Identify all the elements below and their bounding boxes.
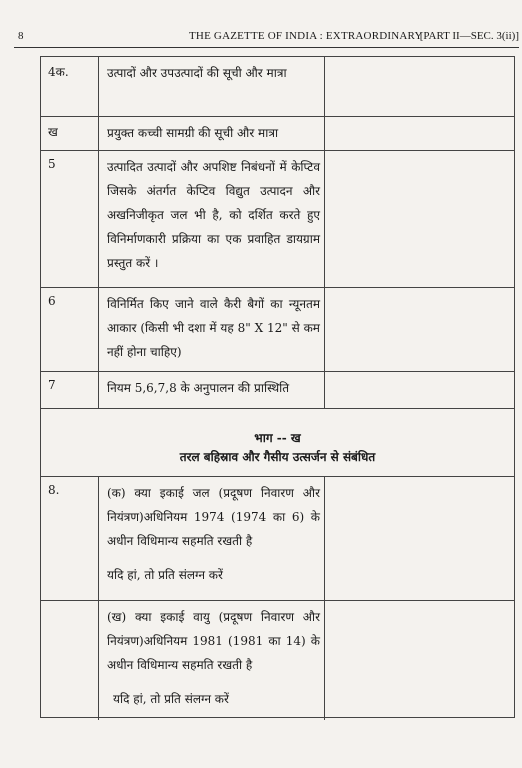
attach-note: यदि हां, तो प्रति संलग्न करें <box>113 692 229 706</box>
row-description <box>98 477 324 601</box>
table-row <box>41 150 514 288</box>
table-row <box>41 600 514 720</box>
page-number: 8 <box>18 30 24 42</box>
row-description: नियम 5,6,7,8 के अनुपालन की प्रास्थिति <box>98 372 324 409</box>
response-cell <box>324 117 514 151</box>
table-row <box>41 57 514 116</box>
gazette-header <box>14 30 519 48</box>
row-number: 8. <box>48 483 60 497</box>
row-description: उत्पादित उत्पादों और अपशिष्ट निबंधनों में केप्टिव जिसके अंतर्गत केप्टिव विद्युत उत्पादन और अखनिजीकृत जल भी है, को दर्शित करते हुए विनिर्माणकारी प्रक्रिया का एक प्रवाहित डायग्राम प्रस्तुत करें । <box>98 151 324 288</box>
question-air-act: (ख) क्या इकाई वायु (प्रदूषण निवारण और नियंत्रण)अधिनियम 1981 (1981 का 14) के अधीन विधिमान्य सहमति रखती है <box>107 610 320 672</box>
section-subtitle: तरल बहिस्राव और गैसीय उत्सर्जन से संबंधित <box>179 450 376 464</box>
gazette-title: THE GAZETTE OF INDIA : EXTRAORDINARY <box>189 30 423 42</box>
row-number: ख <box>48 125 58 139</box>
row-number: 6 <box>48 294 56 308</box>
table-row <box>41 371 514 409</box>
row-number: 5 <box>48 157 56 171</box>
row-description: विनिर्मित किए जाने वाले कैरी बैगों का न्यूनतम आकार (किसी भी दशा में यह 8" X 12" से कम नहीं होना चाहिए) <box>98 288 324 372</box>
section-title: भाग -- ख <box>254 431 301 445</box>
row-number-empty <box>41 601 98 720</box>
response-cell <box>324 151 514 288</box>
row-description <box>98 601 324 720</box>
attach-note: यदि हां, तो प्रति संलग्न करें <box>107 568 223 582</box>
row-description: उत्पादों और उपउत्पादों की सूची और मात्रा <box>98 57 324 116</box>
part-section: [PART II—SEC. 3(ii)] <box>419 30 519 42</box>
row-number: 7 <box>48 378 56 392</box>
table-row <box>41 476 514 601</box>
response-cell <box>324 601 514 720</box>
table-row <box>41 116 514 151</box>
response-cell <box>324 372 514 409</box>
row-description: प्रयुक्त कच्ची सामग्री की सूची और मात्रा <box>98 117 324 151</box>
row-number: 4क. <box>48 65 69 79</box>
table-row <box>41 287 514 372</box>
response-cell <box>324 288 514 372</box>
question-water-act: (क) क्या इकाई जल (प्रदूषण निवारण और नियंत्रण)अधिनियम 1974 (1974 का 6) के अधीन विधिमान्य सहमति रखती है <box>107 486 320 548</box>
response-cell <box>324 477 514 601</box>
header-rule <box>14 47 519 48</box>
form-table <box>40 56 515 718</box>
section-b-row <box>41 408 514 477</box>
response-cell <box>324 57 514 116</box>
